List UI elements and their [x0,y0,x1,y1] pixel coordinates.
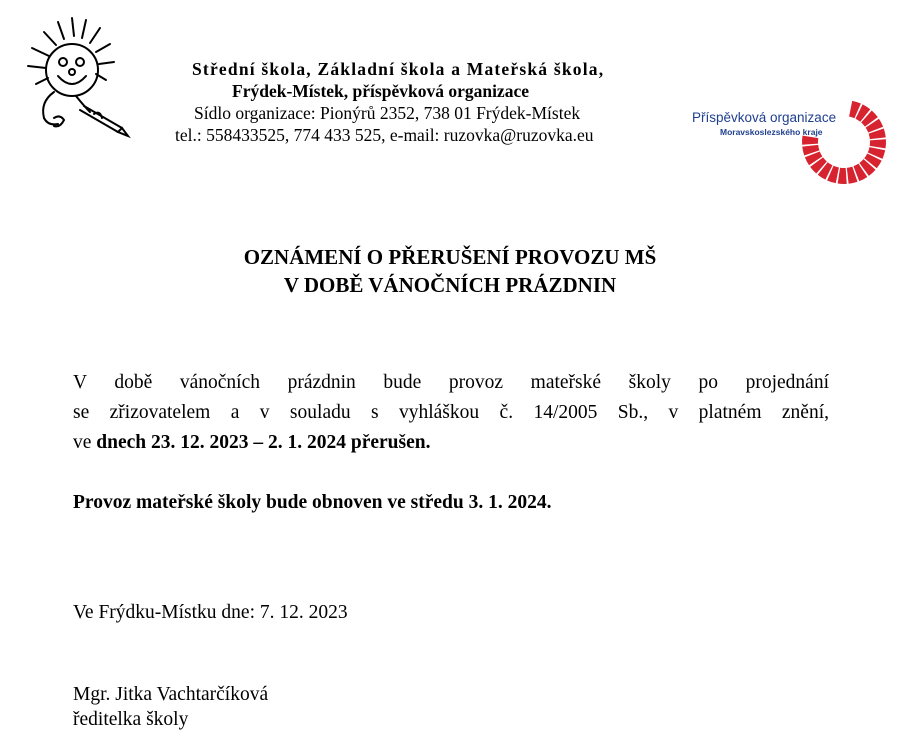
school-header [160,58,700,146]
notice-title [0,243,900,299]
school-location: Frýdek-Místek, příspěvková organizace [232,81,529,101]
region-ring-icon [794,96,888,186]
notice-title-line2: V DOBĚ VÁNOČNÍCH PRÁZDNIN [283,273,617,297]
region-organization-badge [684,96,888,186]
notice-title-line1: OZNÁMENÍ O PŘERUŠENÍ PROVOZU MŠ [243,245,657,269]
ring-segment [802,136,818,145]
school-contact: tel.: 558433525, 774 433 525, e-mail: ruzovka@ruzovka.eu [175,125,594,145]
notice-body [73,368,829,458]
signer-name: Mgr. Jitka Vachtarčíková [73,684,269,705]
badge-region: Moravskoslezského kraje [720,127,823,137]
school-mascot-logo [14,14,134,139]
ring-segment [870,139,886,148]
badge-name: Příspěvková organizace [692,110,837,125]
notice-body-line3-prefix: ve [73,432,97,453]
place-and-date: Ve Frýdku-Místku dne: 7. 12. 2023 [73,602,348,623]
school-name: Střední škola, Základní škola a Mateřská škola, [192,59,605,79]
notice-body-line1: V době vánočních prázdnin bude provoz mateřské školy po projednání [73,372,829,393]
signer-role: ředitelka školy [73,709,189,730]
ring-segment [838,168,847,184]
notice-body-line3 [73,428,829,458]
resume-notice: Provoz mateřské školy bude obnoven ve středu 3. 1. 2024. [73,492,552,513]
closure-dates: dnech 23. 12. 2023 – 2. 1. 2024 přerušen. [96,432,431,453]
notice-body-line2: se zřizovatelem a v souladu s vyhláškou č. 14/2005 Sb., v platném znění, [73,402,829,423]
school-address: Sídlo organizace: Pionýrů 2352, 738 01 Frýdek-Místek [194,103,581,123]
